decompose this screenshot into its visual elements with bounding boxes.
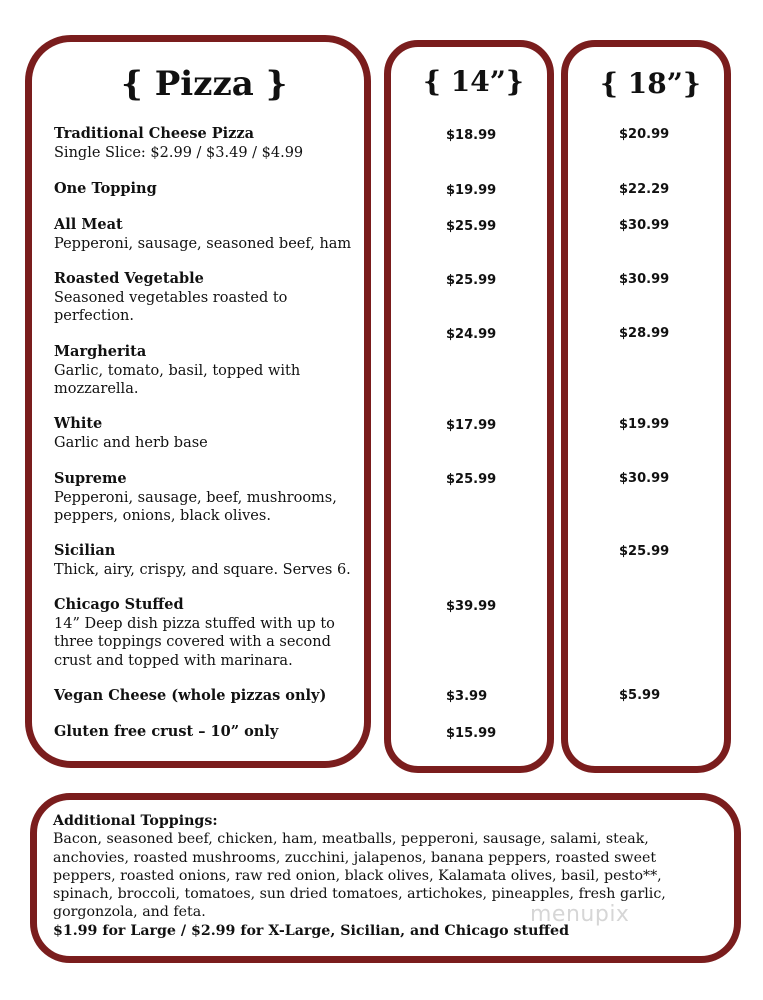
item-name: Traditional Cheese Pizza [54,125,255,142]
toppings-line: gorgonzola, and feta. [53,904,206,921]
item-name: White [54,415,103,432]
price-14: $15.99 [446,726,497,741]
menu-item-supreme [54,470,379,526]
price-18: $30.99 [619,218,670,233]
menu-item-all-meat [54,216,379,253]
item-desc: Pepperoni, sausage, seasoned beef, ham [54,235,352,252]
item-name: Margherita [54,343,147,360]
price-14: $24.99 [446,327,497,342]
price-14: $25.99 [446,472,497,487]
price-column-14-panel [384,40,554,773]
item-desc: Garlic and herb base [54,434,208,451]
price-14: $18.99 [446,128,497,143]
price-18: $30.99 [619,471,670,486]
item-desc: Seasoned vegetables roasted to [54,289,288,306]
price-14: $17.99 [446,418,497,433]
menu-item-roasted-vegetable [54,270,379,326]
item-desc: Pepperoni, sausage, beef, mushrooms, [54,489,337,506]
item-name: Chicago Stuffed [54,596,184,613]
price-18: $20.99 [619,127,670,142]
item-desc-line-2: three toppings covered with a second [54,634,331,650]
size-14-heading: { 14”} [423,65,524,98]
menu-item-white [54,415,379,452]
toppings-line: spinach, broccoli, tomatoes, sun dried tomatoes, artichokes, pineapples, fresh garlic, [53,886,666,903]
item-desc: Single Slice: $2.99 / $3.49 / $4.99 [54,144,304,161]
price-column-18-panel [561,40,731,773]
item-desc-line-2: peppers, onions, black olives. [54,508,271,524]
price-14: $3.99 [446,689,488,704]
menu-item-one-topping [54,180,379,199]
price-18: $30.99 [619,272,670,287]
price-18: $19.99 [619,417,670,432]
item-desc: 14” Deep dish pizza stuffed with up to [54,615,335,632]
item-name: Roasted Vegetable [54,270,204,287]
item-desc: Thick, airy, crispy, and square. Serves 6. [54,561,351,578]
toppings-pricing: $1.99 for Large / $2.99 for X-Large, Sicilian, and Chicago stuffed [53,922,569,939]
menu-item-chicago-stuffed [54,596,379,670]
item-name: All Meat [54,216,123,233]
menu-item-gluten-free [54,723,379,742]
price-18: $22.29 [619,182,670,197]
item-name: Sicilian [54,542,116,559]
item-name: Vegan Cheese (whole pizzas only) [54,687,327,704]
menu-item-traditional-cheese [54,125,379,162]
menu-item-vegan-cheese [54,687,379,706]
toppings-line: peppers, roasted onions, raw red onion, black olives, Kalamata olives, basil, pesto**, [53,867,662,884]
additional-toppings [53,812,733,940]
menu-item-sicilian [54,542,379,579]
toppings-line: anchovies, roasted mushrooms, zucchini, jalapenos, banana peppers, roasted sweet [53,849,657,866]
item-desc-line-3: crust and topped with marinara. [54,652,293,669]
price-14: $39.99 [446,599,497,614]
pizza-heading: { Pizza } [121,64,288,104]
toppings-title: Additional Toppings: [53,813,218,829]
item-name: Supreme [54,470,127,487]
item-desc-line-2: mozzarella. [54,381,139,397]
toppings-line: Bacon, seasoned beef, chicken, ham, meatballs, pepperoni, sausage, salami, steak, [53,831,649,848]
watermark: menupix [530,902,630,927]
menu-item-margherita [54,343,379,399]
price-14: $19.99 [446,183,497,198]
price-18: $28.99 [619,326,670,341]
price-18: $25.99 [619,544,670,559]
item-desc-line-2: perfection. [54,308,135,324]
price-14: $25.99 [446,219,497,234]
price-14: $25.99 [446,273,497,288]
item-name: Gluten free crust – 10” only [54,723,279,740]
size-18-heading: { 18”} [600,67,701,100]
item-name: One Topping [54,180,157,197]
item-desc: Garlic, tomato, basil, topped with [54,362,301,379]
price-18: $5.99 [619,688,661,703]
